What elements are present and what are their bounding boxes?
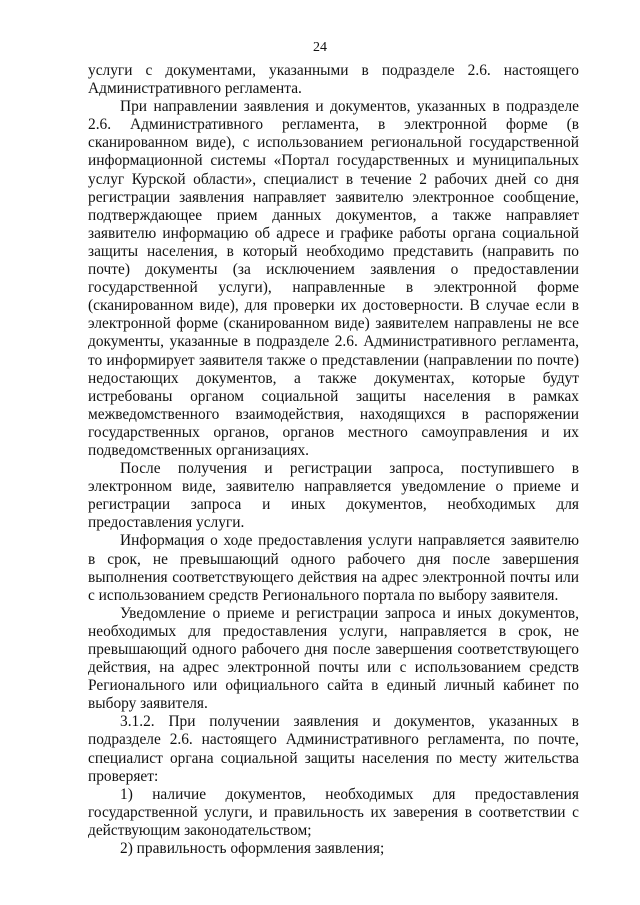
paragraph-registration-notice: После получения и регистрации запроса, поступившего в электронном виде, заявителю направляется уведомление о приеме и регистрации запроса и иных документов, необходимых для предоставления услуги. [88,460,579,532]
paragraph-continuation: услуги с документами, указанными в подразделе 2.6. настоящего Административного регламента. [88,62,579,98]
paragraph-receipt-notification: Уведомление о приеме и регистрации запроса и иных документов, необходимых для предоставления услуги, направляется в срок, не превышающий одного рабочего дня после завершения соответствующего действия, на адрес электронной почты или с использованием средств Регионального или официального сайта в единый личный кабинет по выбору заявителя. [88,604,579,713]
paragraph-check-item-2: 2) правильность оформления заявления; [120,840,385,858]
paragraph-section-3-1-2: 3.1.2. При получении заявления и документов, указанных в подразделе 2.6. настоящего Административного регламента, по почте, специалист органа социальной защиты населения по месту жительства проверяет: [88,713,579,785]
page-number: 24 [313,40,327,55]
paragraph-electronic-submission: При направлении заявления и документов, указанных в подразделе 2.6. Административного регламента, в электронной форме (в сканированном виде), с использованием региональной государственной информационной системы «Портал государственных и муниципальных услуг Курской области», специалист в течение 2 рабочих дней со дня регистрации заявления направляет заявителю электронное сообщение, подтверждающее прием данных документов, а также направляет заявителю информацию об адресе и графике работы органа социальной защиты населения, в который необходимо представить (направить по почте) документы (за исключением заявления о предоставлении государственной услуги), направленные в электронной форме (сканированном виде), для проверки их достоверности. В случае если в электронной форме (сканированном виде) заявителем направлены не все документы, указанные в подразделе 2.6. Административного регламента, то информирует заявителя также о представлении (направлении по почте) недостающих документов, а также документах, которые будут истребованы органом социальной защиты населения в рамках межведомственного взаимодействия, находящихся в распоряжении государственных органов, органов местного самоуправления и их подведомственных организациях. [88,98,579,459]
document-body [88,62,579,858]
paragraph-progress-info: Информация о ходе предоставления услуги направляется заявителю в срок, не превышающий одного рабочего дня после завершения выполнения соответствующего действия на адрес электронной почты или с использованием средств Регионального портала по выбору заявителя. [88,532,579,604]
paragraph-check-item-1: 1) наличие документов, необходимых для предоставления государственной услуги, и правильность их заверения в соответствии с действующим законодательством; [88,785,579,839]
